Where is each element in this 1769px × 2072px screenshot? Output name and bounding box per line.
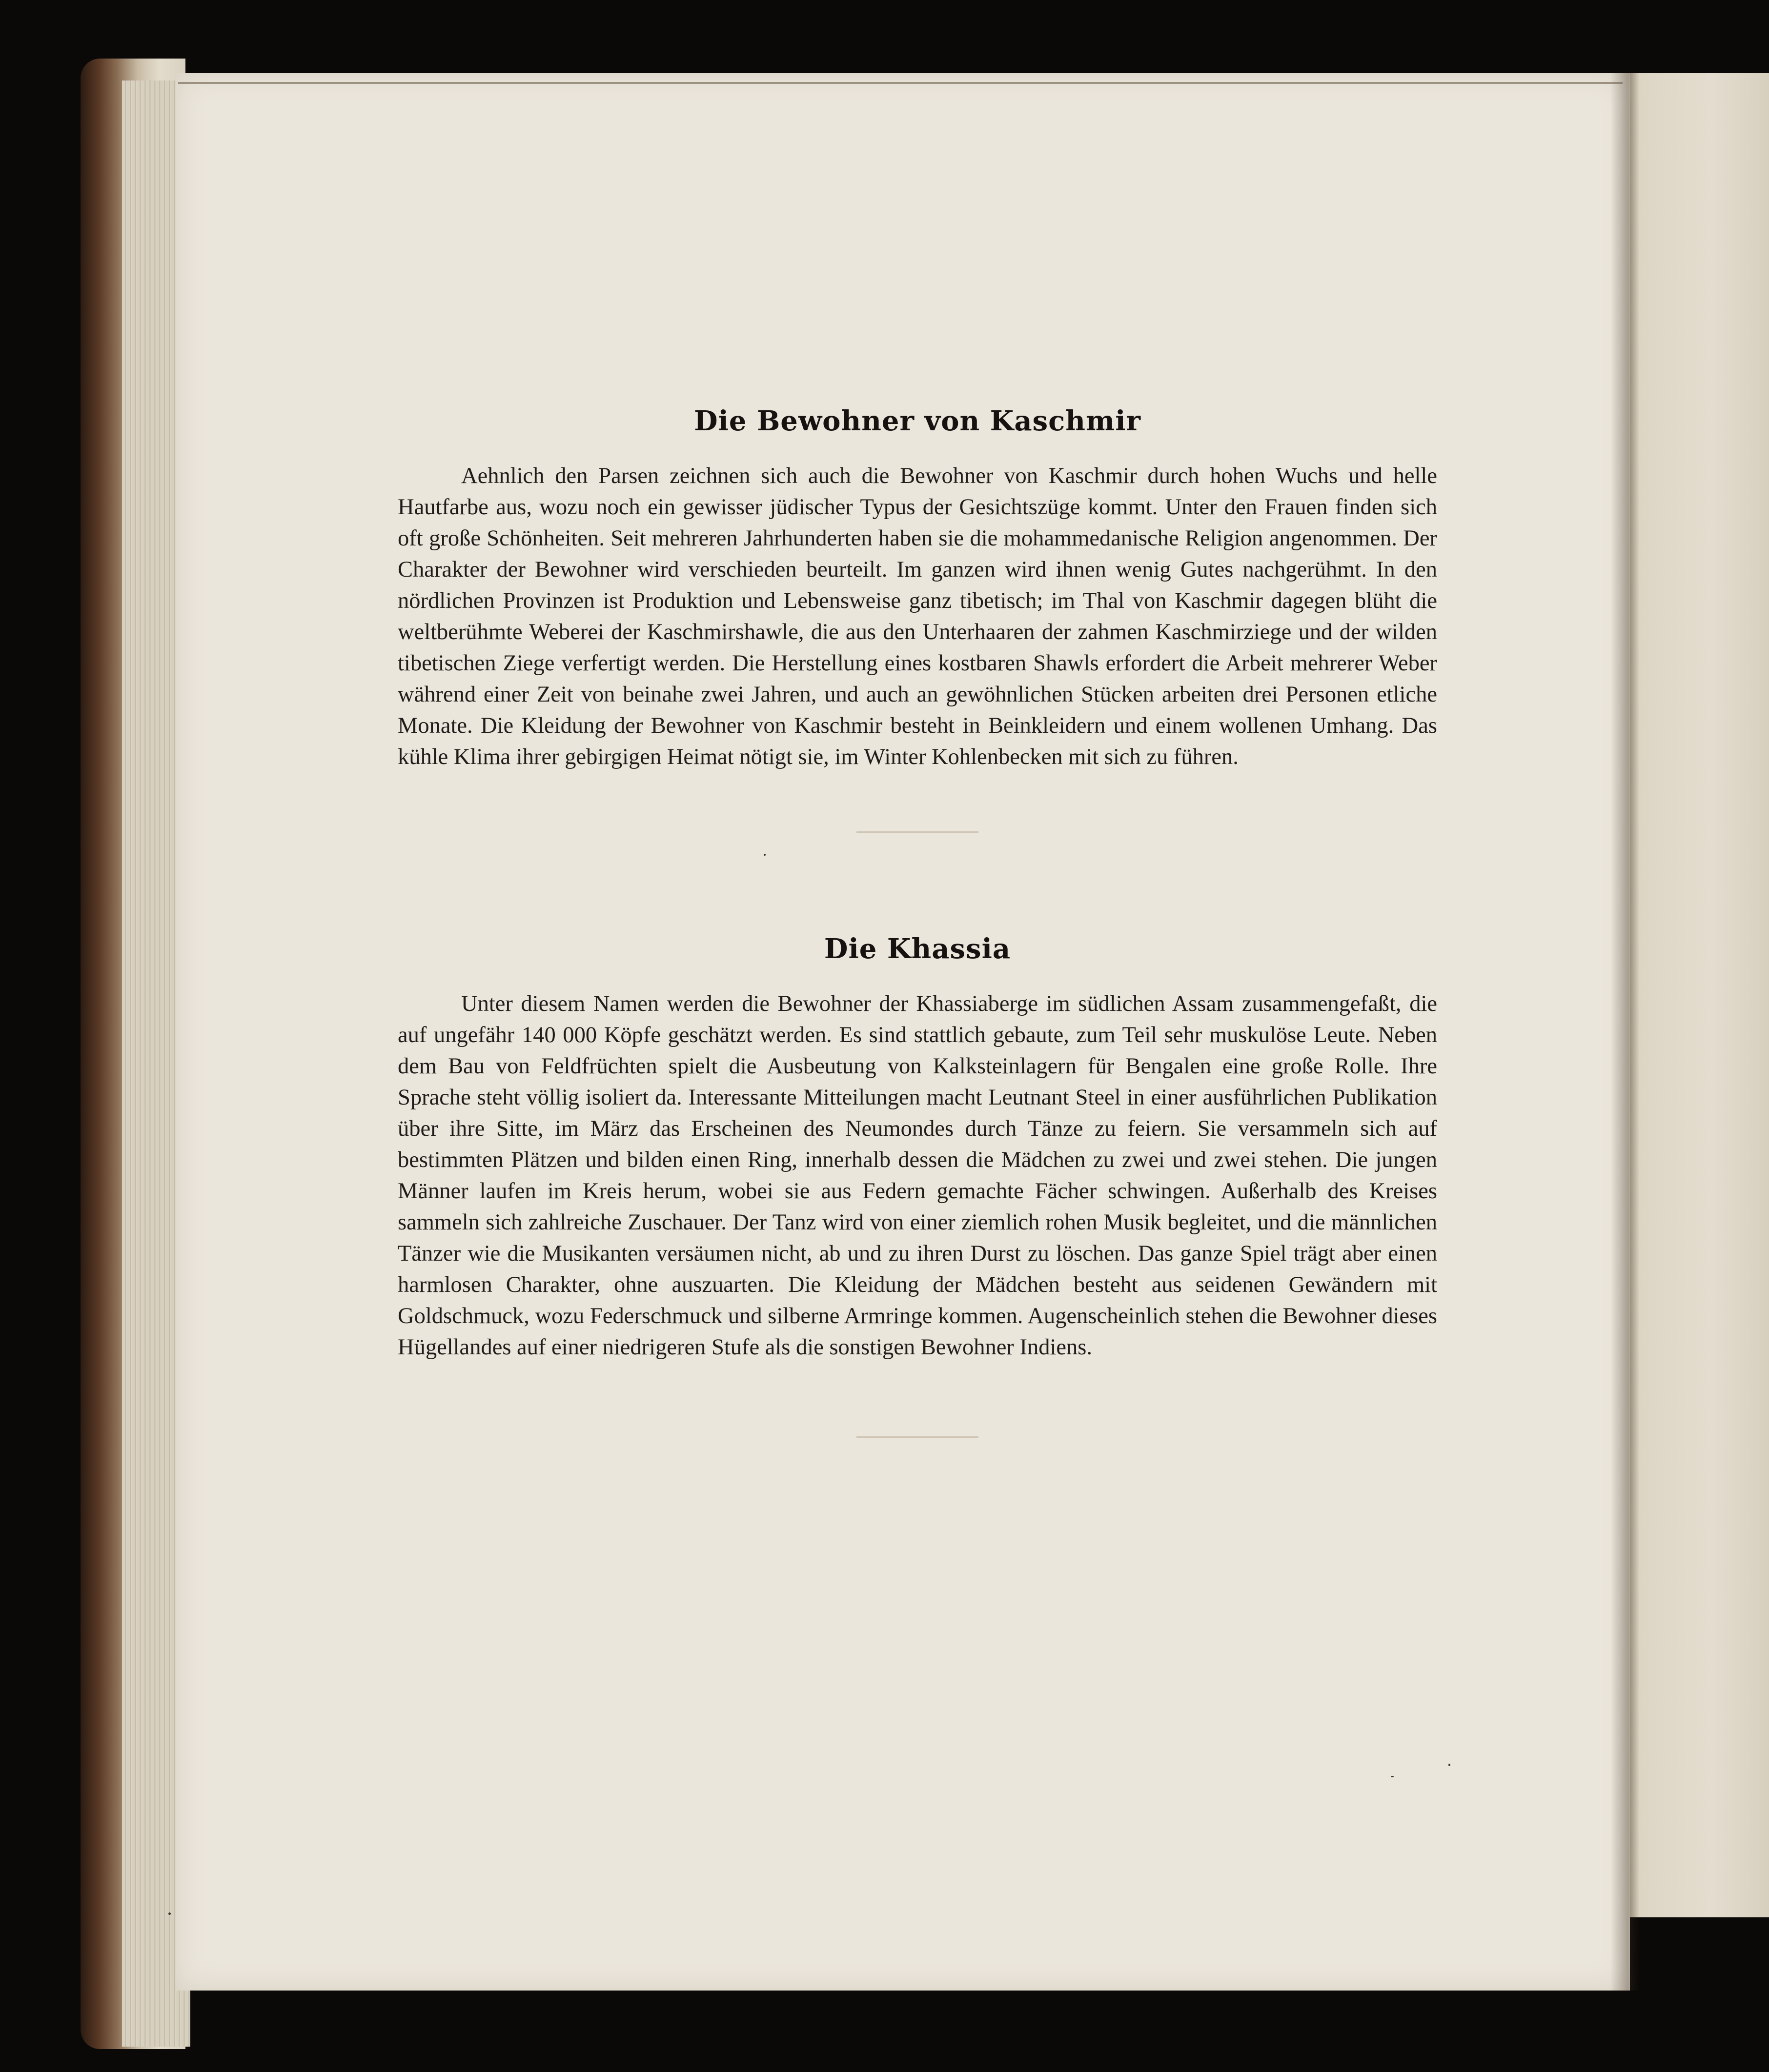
section-divider: [856, 831, 978, 833]
section-heading: Die Khassia: [824, 933, 1011, 965]
facing-page-edge: [1625, 73, 1769, 1917]
paper-speck: [1391, 1776, 1394, 1777]
gutter-shadow: [1610, 73, 1640, 1991]
section-khassia: [398, 933, 1437, 1363]
page-content: [398, 405, 1437, 1438]
section-kaschmir: [398, 405, 1437, 773]
section-body: Unter diesem Namen werden die Bewohner der Khassiaberge im südlichen Assam zusammengefaßt, die auf ungefähr 140 000 Köpfe geschätzt werden. Es sind stattlich gebaute, zum Teil sehr muskulöse Leute. Neben dem Bau von Feldfrüchten spielt die Ausbeutung von Kalksteinlagern für Bengalen eine große Rolle. Ihre Sprache steht völlig isoliert da. Interessante Mitteilungen macht Leutnant Steel in einer ausführlichen Publikation über ihre Sitte, im März das Erscheinen des Neumondes durch Tänze zu feiern. Sie versammeln sich auf bestimmten Plätzen und bilden einen Ring, innerhalb dessen die Mädchen zu zwei und zwei stehen. Die jungen Männer laufen im Kreis herum, wobei sie aus Federn gemachte Fächer schwingen. Außerhalb des Kreises sammeln sich zahlreiche Zuschauer. Der Tanz wird von einer ziemlich rohen Musik begleitet, und die männlichen Tänzer wie die Musikanten versäumen nicht, ab und zu ihren Durst zu löschen. Das ganze Spiel trägt aber einen harmlosen Charakter, ohne auszuarten. Die Kleidung der Mädchen besteht aus seidenen Gewändern mit Goldschmuck, wozu Federschmuck und silberne Armringe kommen. Augenscheinlich stehen die Bewohner dieses Hügellandes auf einer niedrigeren Stufe als die sonstigen Bewohner Indiens.: [398, 991, 1437, 1360]
end-divider: [856, 1436, 978, 1438]
section-heading: Die Bewohner von Kaschmir: [694, 405, 1141, 437]
paper-speck: [168, 1912, 171, 1915]
paper-speck: [764, 854, 766, 856]
section-body: Aehnlich den Parsen zeichnen sich auch die Bewohner von Kaschmir durch hohen Wuchs und helle Hautfarbe aus, wozu noch ein gewisser jüdischer Typus der Gesichtszüge kommt. Unter den Frauen finden sich oft große Schönheiten. Seit mehreren Jahrhunderten haben sie die mohammedanische Religion angenommen. Der Charakter der Bewohner wird verschieden beurteilt. Im ganzen wird ihnen wenig Gutes nachgerühmt. In den nördlichen Provinzen ist Produktion und Lebensweise ganz tibetisch; im Thal von Kaschmir dagegen blüht die weltberühmte Weberei der Kaschmirshawle, die aus den Unterhaaren der zahmen Kaschmirziege und der wilden tibetischen Ziege verfertigt werden. Die Herstellung eines kostbaren Shawls erfordert die Arbeit mehrerer Weber während einer Zeit von beinahe zwei Jahren, und auch an gewöhnlichen Stücken arbeiten drei Personen etliche Monate. Die Kleidung der Bewohner von Kaschmir besteht in Beinkleidern und einem wollenen Umhang. Das kühle Klima ihrer gebirgigen Heimat nötigt sie, im Winter Kohlenbecken mit sich zu führen.: [398, 463, 1437, 769]
paper-speck: [1448, 1764, 1450, 1766]
page-top-edge-line: [178, 82, 1623, 84]
